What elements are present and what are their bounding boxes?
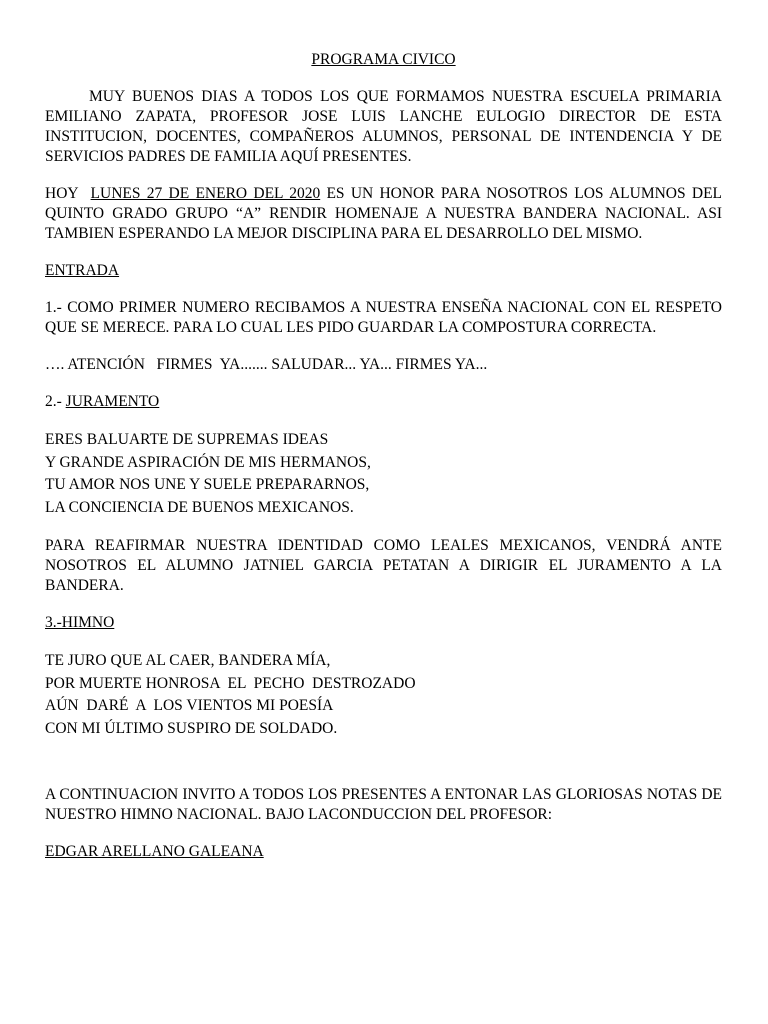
hymn-verse-line: POR MUERTE HONROSA EL PECHO DESTROZADO (45, 674, 416, 692)
entrada-heading: ENTRADA (45, 262, 120, 279)
commands-line: …. ATENCIÓN FIRMES YA....... SALUDAR... YA... FIRMES YA... (45, 356, 488, 373)
intro-paragraph: MUY BUENOS DIAS A TODOS LOS QUE FORMAMOS NUESTRA ESCUELA PRIMARIA EMILIANO ZAPATA, PROFESOR JOSE LUIS LANCHE EULOGIO DIRECTOR DE ESTA INSTITUCION, DOCENTES, COMPAÑEROS ALUMNOS, PERSONAL DE INTENDENCIA Y DE SERVICIOS PADRES DE FAMILIA AQUÍ PRESENTES. (45, 88, 722, 165)
hymn-verse-line: CON MI ÚLTIMO SUSPIRO DE SOLDADO. (45, 719, 338, 737)
item3-heading: 3.-HIMNO (45, 614, 115, 631)
item2-number: 2.- (45, 393, 66, 410)
document-page (45, 50, 722, 879)
today-paragraph (45, 184, 722, 244)
today-date: LUNES 27 DE ENERO DEL 2020 (90, 185, 321, 202)
oath-verse-line: Y GRANDE ASPIRACIÓN DE MIS HERMANOS, (45, 453, 371, 471)
item1-paragraph: 1.- COMO PRIMER NUMERO RECIBAMOS A NUESTRA ENSEÑA NACIONAL CON EL RESPETO QUE SE MERECE. PARA LO CUAL LES PIDO GUARDAR LA COMPOSTURA CORRECTA. (45, 299, 722, 336)
hymn-verse-line: TE JURO QUE AL CAER, BANDERA MÍA, (45, 652, 331, 669)
today-prefix: HOY (45, 185, 85, 202)
oath-intro-paragraph: PARA REAFIRMAR NUESTRA IDENTIDAD COMO LEALES MEXICANOS, VENDRÁ ANTE NOSOTROS EL ALUMNO JATNIEL GARCIA PETATAN A DIRIGIR EL JURAMENTO A LA BANDERA. (45, 537, 722, 594)
oath-verse-line: ERES BALUARTE DE SUPREMAS IDEAS (45, 431, 329, 448)
today-rest: ES UN HONOR PARA NOSOTROS LOS ALUMNOS DEL QUINTO GRADO GRUPO “A” RENDIR HOMENAJE A NUESTRA BANDERA NACIONAL. ASI TAMBIEN ESPERANDO LA MEJOR DISCIPLINA PARA EL DESARROLLO DEL MISMO. (45, 185, 722, 242)
hymn-verse-line: AÚN DARÉ A LOS VIENTOS MI POESÍA (45, 697, 334, 714)
conductor-name: EDGAR ARELLANO GALEANA (45, 843, 264, 860)
document-title: PROGRAMA CIVICO (311, 51, 456, 68)
oath-verse (45, 429, 722, 519)
hymn-verse (45, 650, 722, 740)
item2-heading-text: JURAMENTO (65, 393, 160, 410)
oath-verse-line: TU AMOR NOS UNE Y SUELE PREPARARNOS, (45, 476, 370, 493)
oath-verse-line: LA CONCIENCIA DE BUENOS MEXICANOS. (45, 498, 354, 516)
item2-heading (45, 392, 722, 412)
blank-space (45, 757, 722, 785)
anthem-invite-paragraph: A CONTINUACION INVITO A TODOS LOS PRESENTES A ENTONAR LAS GLORIOSAS NOTAS DE NUESTRO HIMNO NACIONAL. BAJO LACONDUCCION DEL PROFESOR: (45, 786, 722, 823)
